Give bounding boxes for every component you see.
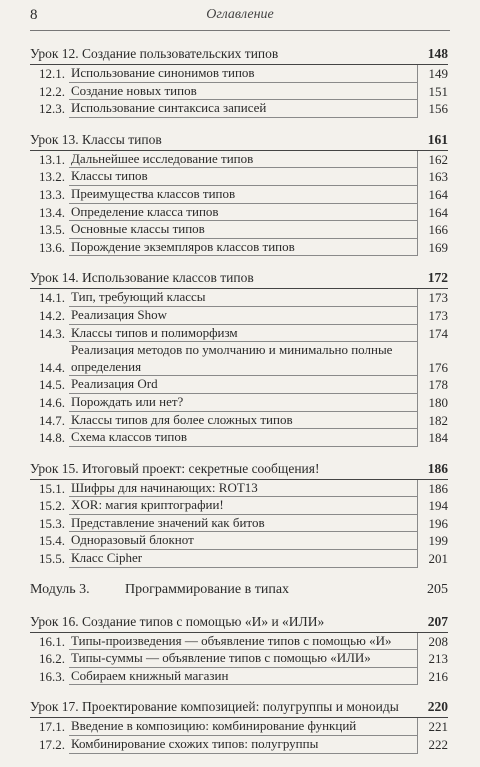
- entry-title: Типы-суммы — объявление типов с помощью «ИЛИ»: [69, 650, 418, 668]
- lesson-page: 172: [427, 270, 448, 286]
- entry-number: 14.4.: [39, 359, 65, 375]
- toc-entry[interactable]: [30, 515, 448, 533]
- lesson-page: 186: [427, 460, 448, 476]
- running-title: Оглавление: [206, 7, 274, 22]
- entry-title: Преимущества классов типов: [69, 186, 418, 204]
- entry-page: 151: [428, 83, 448, 99]
- toc-entry[interactable]: [30, 550, 448, 568]
- toc-entry[interactable]: [30, 83, 448, 101]
- entry-title: Классы типов для более сложных типов: [69, 412, 418, 430]
- lesson-section: [30, 269, 448, 446]
- entry-page: 178: [428, 377, 448, 393]
- entry-title: Введение в композицию: комбинирование функций: [69, 718, 418, 736]
- toc-entry[interactable]: [30, 186, 448, 204]
- lesson-title: Урок 15. Итоговый проект: секретные сообщения!: [30, 460, 320, 476]
- entry-number: 16.3.: [39, 668, 65, 684]
- entry-number: 15.5.: [39, 551, 65, 567]
- lesson-section: [30, 613, 448, 686]
- entry-page: 216: [428, 668, 448, 684]
- entry-number: 13.1.: [39, 151, 65, 167]
- entry-title: Основные классы типов: [69, 221, 418, 239]
- toc-entry[interactable]: [30, 376, 448, 394]
- entry-number: 12.2.: [39, 83, 65, 99]
- entry-title: Реализация Show: [69, 307, 418, 325]
- table-of-contents: [30, 45, 448, 767]
- lesson-title: Урок 14. Использование классов типов: [30, 270, 254, 286]
- entry-page: 213: [428, 651, 448, 667]
- entry-number: 13.5.: [39, 222, 65, 238]
- lesson-heading[interactable]: [30, 45, 448, 65]
- entry-page: 222: [428, 737, 448, 753]
- toc-entry[interactable]: [30, 497, 448, 515]
- module-label: Модуль 3.: [30, 581, 90, 597]
- entry-title: Одноразовый блокнот: [69, 532, 418, 550]
- toc-entry[interactable]: [30, 307, 448, 325]
- lesson-heading[interactable]: [30, 269, 448, 289]
- toc-entry[interactable]: [30, 429, 448, 447]
- entry-number: 15.1.: [39, 480, 65, 496]
- entry-title: Определение класса типов: [69, 204, 418, 222]
- entry-page: 169: [428, 239, 448, 255]
- page-header: [0, 0, 480, 34]
- entry-page: 164: [428, 186, 448, 202]
- entry-page: 164: [428, 204, 448, 220]
- page-number: 8: [30, 7, 38, 23]
- entry-title: Комбинирование схожих типов: полугруппы: [69, 736, 418, 754]
- toc-entry[interactable]: [30, 412, 448, 430]
- entry-page: 173: [428, 307, 448, 323]
- entry-number: 13.4.: [39, 204, 65, 220]
- entry-page: 163: [428, 169, 448, 185]
- entry-page: 149: [428, 66, 448, 81]
- entry-page: 201: [428, 551, 448, 567]
- entry-number: 14.1.: [39, 290, 65, 306]
- toc-entry[interactable]: [30, 65, 448, 83]
- toc-entry[interactable]: [30, 394, 448, 412]
- entry-title: Типы-произведения — объявление типов с помощью «И»: [69, 633, 418, 651]
- entry-title: Тип, требующий классы: [69, 289, 418, 307]
- lesson-heading[interactable]: [30, 698, 448, 718]
- entry-page: 196: [428, 515, 448, 531]
- entry-page: 176: [428, 359, 448, 375]
- module-title: Программирование в типах: [125, 581, 290, 597]
- entry-number: 12.1.: [39, 66, 65, 81]
- toc-entry[interactable]: [30, 633, 448, 651]
- entry-number: 15.4.: [39, 533, 65, 549]
- entry-number: 14.5.: [39, 377, 65, 393]
- toc-entry[interactable]: [30, 239, 448, 257]
- entry-title: Представление значений как битов: [69, 515, 418, 533]
- entry-title: Порождение экземпляров классов типов: [69, 239, 418, 257]
- lesson-heading[interactable]: [30, 460, 448, 480]
- entry-page: 184: [428, 430, 448, 446]
- toc-entry[interactable]: [30, 718, 448, 736]
- lesson-section: [30, 460, 448, 568]
- entry-number: 15.3.: [39, 515, 65, 531]
- entry-title: Дальнейшее исследование типов: [69, 151, 418, 169]
- entry-number: 16.2.: [39, 651, 65, 667]
- lesson-page: 148: [427, 46, 448, 61]
- toc-entry[interactable]: [30, 204, 448, 222]
- entry-title: Создание новых типов: [69, 83, 418, 101]
- lesson-title: Урок 17. Проектирование композицией: полугруппы и моноиды: [30, 699, 399, 715]
- lesson-heading[interactable]: [30, 131, 448, 151]
- entry-number: 14.3.: [39, 325, 65, 341]
- toc-entry[interactable]: [30, 480, 448, 498]
- entry-title: Схема классов типов: [69, 429, 418, 447]
- toc-entry[interactable]: [30, 100, 448, 118]
- entry-number: 17.2.: [39, 737, 65, 753]
- entry-number: 14.7.: [39, 412, 65, 428]
- entry-page: 194: [428, 498, 448, 514]
- entry-page: 166: [428, 222, 448, 238]
- lesson-page: 207: [427, 613, 448, 629]
- toc-entry[interactable]: [30, 736, 448, 754]
- entry-title: Собираем книжный магазин: [69, 668, 418, 686]
- toc-entry[interactable]: [30, 289, 448, 307]
- toc-entry[interactable]: [30, 221, 448, 239]
- entry-title: Классы типов и полиморфизм: [69, 325, 418, 343]
- entry-page: 221: [428, 719, 448, 735]
- module-heading: [30, 581, 448, 599]
- toc-entry[interactable]: [30, 151, 448, 169]
- lesson-title: Урок 13. Классы типов: [30, 131, 162, 147]
- toc-entry[interactable]: [30, 650, 448, 668]
- lesson-section: [30, 698, 448, 753]
- toc-entry[interactable]: [30, 325, 448, 343]
- lesson-section: [30, 131, 448, 257]
- header-rule: [30, 30, 450, 31]
- entry-number: 14.2.: [39, 307, 65, 323]
- entry-page: 180: [428, 394, 448, 410]
- entry-page: 182: [428, 412, 448, 428]
- entry-page: 162: [428, 151, 448, 167]
- module-page: 205: [427, 581, 448, 597]
- entry-page: 208: [428, 633, 448, 649]
- lesson-section: [30, 45, 448, 118]
- entry-title: Использование синтаксиса записей: [69, 100, 418, 118]
- toc-entry[interactable]: [30, 668, 448, 686]
- entry-number: 14.8.: [39, 430, 65, 446]
- entry-number: 13.2.: [39, 169, 65, 185]
- entry-number: 13.3.: [39, 186, 65, 202]
- entry-page: 174: [428, 325, 448, 341]
- entry-page: 156: [428, 101, 448, 117]
- entry-title: Класс Cipher: [69, 550, 418, 568]
- entry-number: 16.1.: [39, 633, 65, 649]
- lesson-heading[interactable]: [30, 613, 448, 633]
- entry-title: XOR: магия криптографии!: [69, 497, 418, 515]
- entry-title: Реализация Ord: [69, 376, 418, 394]
- lesson-title: Урок 16. Создание типов с помощью «И» и «ИЛИ»: [30, 613, 325, 629]
- toc-entry[interactable]: [30, 342, 448, 376]
- lesson-page: 161: [427, 131, 448, 147]
- entry-number: 15.2.: [39, 498, 65, 514]
- entry-page: 199: [428, 533, 448, 549]
- entry-title: Классы типов: [69, 168, 418, 186]
- lesson-title: Урок 12. Создание пользовательских типов: [30, 46, 279, 61]
- entry-title: Реализация методов по умолчанию и минимально полные определения: [69, 342, 418, 376]
- lesson-page: 220: [427, 699, 448, 715]
- entry-title: Порождать или нет?: [69, 394, 418, 412]
- entry-title: Шифры для начинающих: ROT13: [69, 480, 418, 498]
- entry-page: 173: [428, 290, 448, 306]
- entry-page: 186: [428, 480, 448, 496]
- toc-entry[interactable]: [30, 532, 448, 550]
- entry-number: 17.1.: [39, 719, 65, 735]
- entry-number: 14.6.: [39, 394, 65, 410]
- toc-entry[interactable]: [30, 168, 448, 186]
- entry-number: 12.3.: [39, 101, 65, 117]
- entry-number: 13.6.: [39, 239, 65, 255]
- entry-title: Использование синонимов типов: [69, 65, 418, 83]
